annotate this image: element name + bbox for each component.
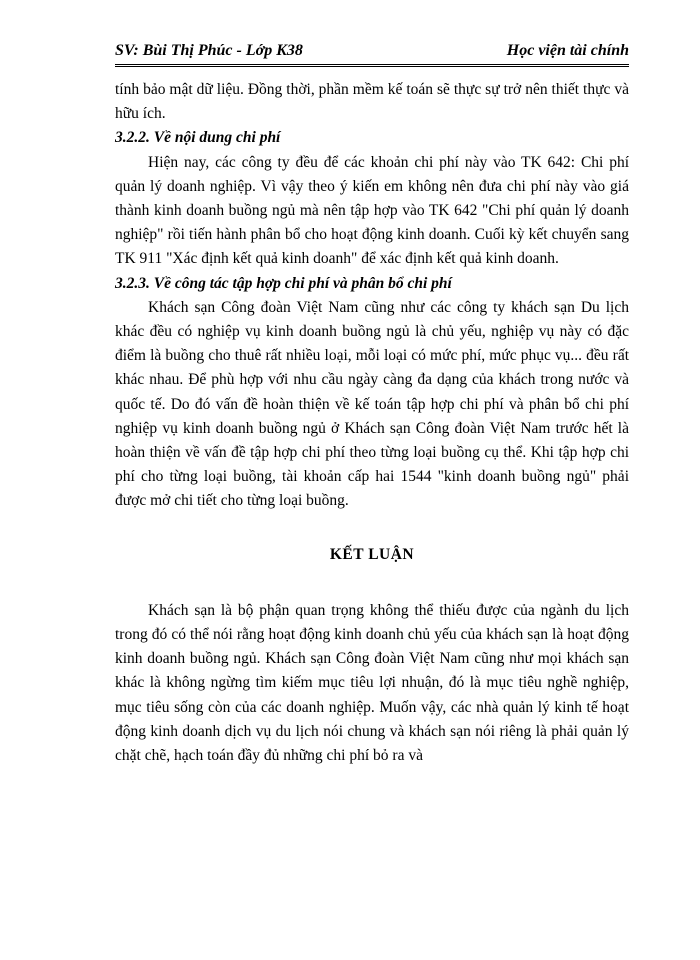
header-student-name: SV: Bùi Thị Phúc - Lớp K38 bbox=[115, 42, 303, 59]
conclusion-paragraph: Khách sạn là bộ phận quan trọng không thể thiếu được của ngành du lịch trong đó có thể nói rằng hoạt động kinh doanh chủ yếu của khách sạn là hoạt động kinh doanh buồng ngủ. Khách sạn Công đoàn Việt Nam cũng như mọi khách sạn khác là không ngừng tìm kiếm mục tiêu lợi nhuận, đó là mục tiêu nghề nghiệp, mục tiêu sống còn của các doanh nghiệp. Muốn vậy, các nhà quản lý kinh tế hoạt động kinh doanh dịch vụ du lịch nói chung và khách sạn nói riêng là phải quản lý chặt chẽ, hạch toán đầy đủ những chi phí bỏ ra và bbox=[115, 601, 629, 765]
section-322-heading: 3.2.2. Về nội dung chi phí bbox=[115, 129, 281, 147]
section-323-heading: 3.2.3. Về công tác tập hợp chi phí và phân bổ chi phí bbox=[115, 274, 452, 292]
header-institution: Học viện tài chính bbox=[506, 42, 629, 59]
section-322-paragraph: Hiện nay, các công ty đều để các khoản chi phí này vào TK 642: Chi phí quản lý doanh nghiệp. Vì vậy theo ý kiến em không nên đưa chi phí này vào giá thành kinh doanh buồng ngủ mà nên tập hợp vào TK 642 "Chi phí quản lý doanh nghiệp" rồi tiến hành phân bổ cho hoạt động kinh doanh. Cuối kỳ kết chuyển sang TK 911 "Xác định kết quả kinh doanh" để xác định kết quả kinh doanh. bbox=[115, 153, 629, 268]
page-header bbox=[115, 38, 629, 67]
intro-paragraph: tính bảo mật dữ liệu. Đồng thời, phần mềm kế toán sẽ thực sự trở nên thiết thực và hữu ích. bbox=[115, 81, 629, 123]
section-323-paragraph: Khách sạn Công đoàn Việt Nam cũng như các công ty khách sạn Du lịch khác đều có nghiệp vụ kinh doanh buồng ngủ là chủ yếu, nghiệp vụ này có đặc điểm là buồng cho thuê rất nhiều loại, mỗi loại có mức phí, mức phục vụ... đều rất khác nhau. Để phù hợp với nhu cầu ngày càng đa dạng của khách trong nước và quốc tế. Do đó vấn đề hoàn thiện về kế toán tập hợp chi phí và phân bổ chi phí nghiệp vụ kinh doanh buồng ngủ ở Khách sạn Công đoàn Việt Nam trước hết là hoàn thiện về vấn đề tập hợp chi phí theo từng loại buồng cụ thể. Khi tập hợp chi phí cho từng loại buồng, tài khoản cấp hai 1544 "kinh doanh buồng ngủ" phải được mở chi tiết cho từng loại buồng. bbox=[115, 298, 629, 510]
conclusion-title: KẾT LUẬN bbox=[329, 545, 415, 563]
document-body bbox=[115, 78, 629, 768]
